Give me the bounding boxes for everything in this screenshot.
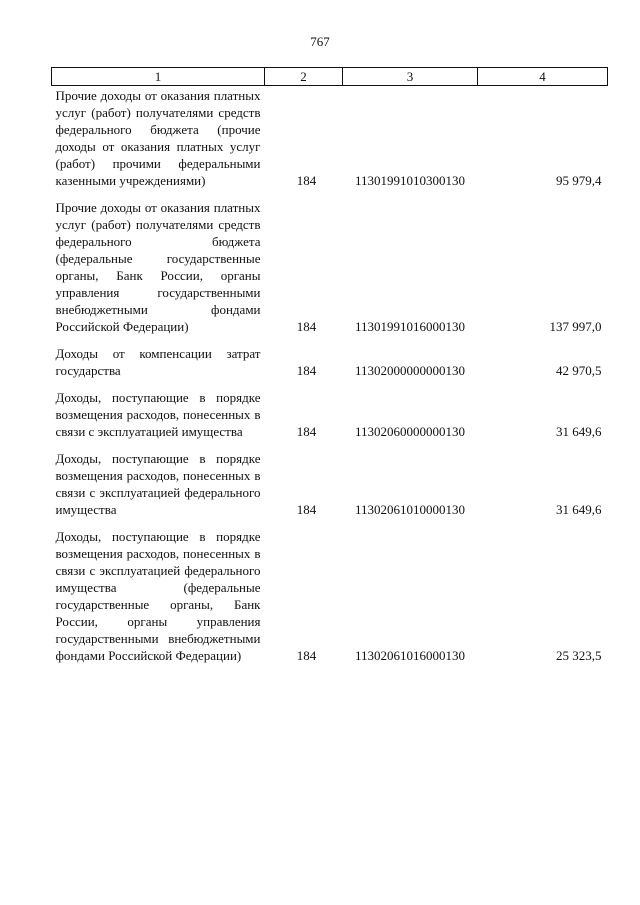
row-description: Прочие доходы от оказания платных услуг (работ) получателями средств федерального бюджета (прочие доходы от оказания платных услуг (работ) прочими федеральными казенными учреждениями) <box>55 88 261 188</box>
row-amount: 25 323,5 <box>556 648 602 663</box>
row-budget-code: 11301991010300130 <box>354 173 466 188</box>
row-spacer <box>52 379 608 388</box>
row-spacer <box>52 440 608 449</box>
row-admin-code: 184 <box>296 424 317 439</box>
row-spacer <box>52 335 608 344</box>
table-row <box>52 449 608 518</box>
row-amount: 137 997,0 <box>549 319 602 334</box>
row-description: Доходы, поступающие в порядке возмещения расходов, понесенных в связи с эксплуатацией имущества <box>55 390 261 439</box>
column-header-3: 3 <box>343 68 478 86</box>
row-budget-code: 11302000000000130 <box>354 363 466 378</box>
table-header-row <box>52 68 608 86</box>
page-number: 767 <box>310 34 330 49</box>
table-row <box>52 344 608 379</box>
row-spacer <box>52 518 608 527</box>
column-header-4: 4 <box>478 68 608 86</box>
column-header-1: 1 <box>52 68 265 86</box>
table-row <box>52 86 608 190</box>
row-description: Доходы, поступающие в порядке возмещения расходов, понесенных в связи с эксплуатацией федерального имущества (федеральные государственные органы, Банк России, органы управления государственными внебюджетными фондами Российской Федерации) <box>55 529 261 663</box>
row-budget-code: 11301991016000130 <box>354 319 466 334</box>
row-admin-code: 184 <box>296 363 317 378</box>
row-description: Доходы от компенсации затрат государства <box>55 346 261 378</box>
row-admin-code: 184 <box>296 173 317 188</box>
table-row <box>52 527 608 664</box>
row-amount: 31 649,6 <box>556 502 602 517</box>
row-admin-code: 184 <box>296 648 317 663</box>
row-description: Доходы, поступающие в порядке возмещения расходов, понесенных в связи с эксплуатацией федерального имущества <box>55 451 261 517</box>
column-header-2: 2 <box>265 68 343 86</box>
row-budget-code: 11302061016000130 <box>354 648 466 663</box>
revenue-table <box>51 67 608 664</box>
row-spacer <box>52 189 608 198</box>
row-admin-code: 184 <box>296 319 317 334</box>
row-amount: 42 970,5 <box>556 363 602 378</box>
row-budget-code: 11302061010000130 <box>354 502 466 517</box>
row-budget-code: 11302060000000130 <box>354 424 466 439</box>
table-row <box>52 388 608 440</box>
row-description: Прочие доходы от оказания платных услуг (работ) получателями средств федерального бюджета (федеральные государственные органы, Банк России, органы управления государственными внебюджетными фондами Российской Федерации) <box>55 200 261 334</box>
row-amount: 31 649,6 <box>556 424 602 439</box>
row-admin-code: 184 <box>296 502 317 517</box>
row-amount: 95 979,4 <box>556 173 602 188</box>
table-row <box>52 198 608 335</box>
